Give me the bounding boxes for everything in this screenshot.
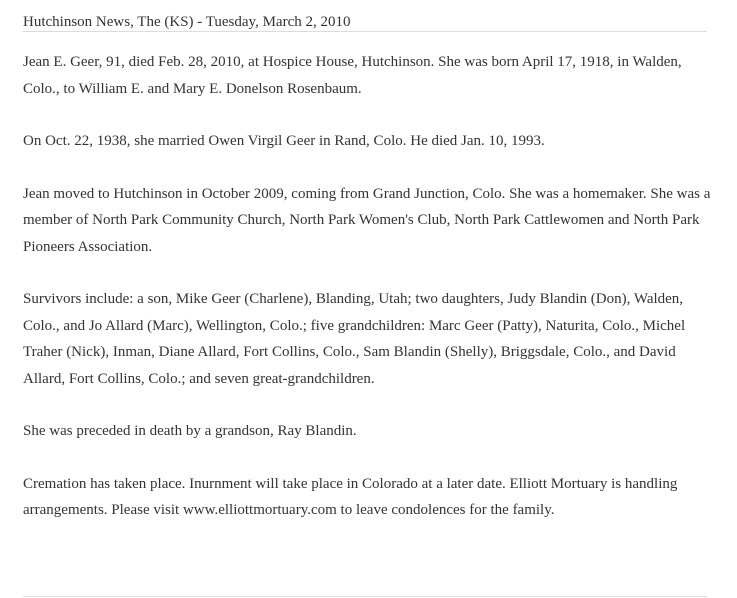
obituary-body — [23, 32, 713, 524]
paragraph-marriage: On Oct. 22, 1938, she married Owen Virgil Geer in Rand, Colo. He died Jan. 10, 1993. — [23, 133, 545, 149]
paragraph-preceded: She was preceded in death by a grandson, Ray Blandin. — [23, 423, 357, 439]
bottom-divider — [23, 596, 707, 597]
paragraph-arrangements: Cremation has taken place. Inurnment will take place in Colorado at a later date. Elliott Mortuary is handling arrangements. Please visit www.elliottmortuary.com to leave condolences for the family. — [23, 475, 678, 518]
source-header: Hutchinson News, The (KS) - Tuesday, March 2, 2010 — [23, 14, 351, 30]
paragraph-birth: Jean E. Geer, 91, died Feb. 28, 2010, at Hospice House, Hutchinson. She was born April 17, 1918, in Walden, Colo., to William E. and Mary E. Donelson Rosenbaum. — [23, 54, 682, 97]
paragraph-survivors: Survivors include: a son, Mike Geer (Charlene), Blanding, Utah; two daughters, Judy Blandin (Don), Walden, Colo., and Jo Allard (Marc), Wellington, Colo.; five grandchildren: Marc Geer (Patty), Naturita, Colo., Michel Traher (Nick), Inman, Diane Allard, Fort Collins, Colo., Sam Blandin (Shelly), Briggsdale, Colo., and David Allard, Fort Collins, Colo.; and seven great-grandchildren. — [23, 291, 686, 387]
paragraph-life: Jean moved to Hutchinson in October 2009, coming from Grand Junction, Colo. She was a homemaker. She was a member of North Park Community Church, North Park Women's Club, North Park Cattlewomen and North Park Pioneers Association. — [23, 185, 711, 255]
